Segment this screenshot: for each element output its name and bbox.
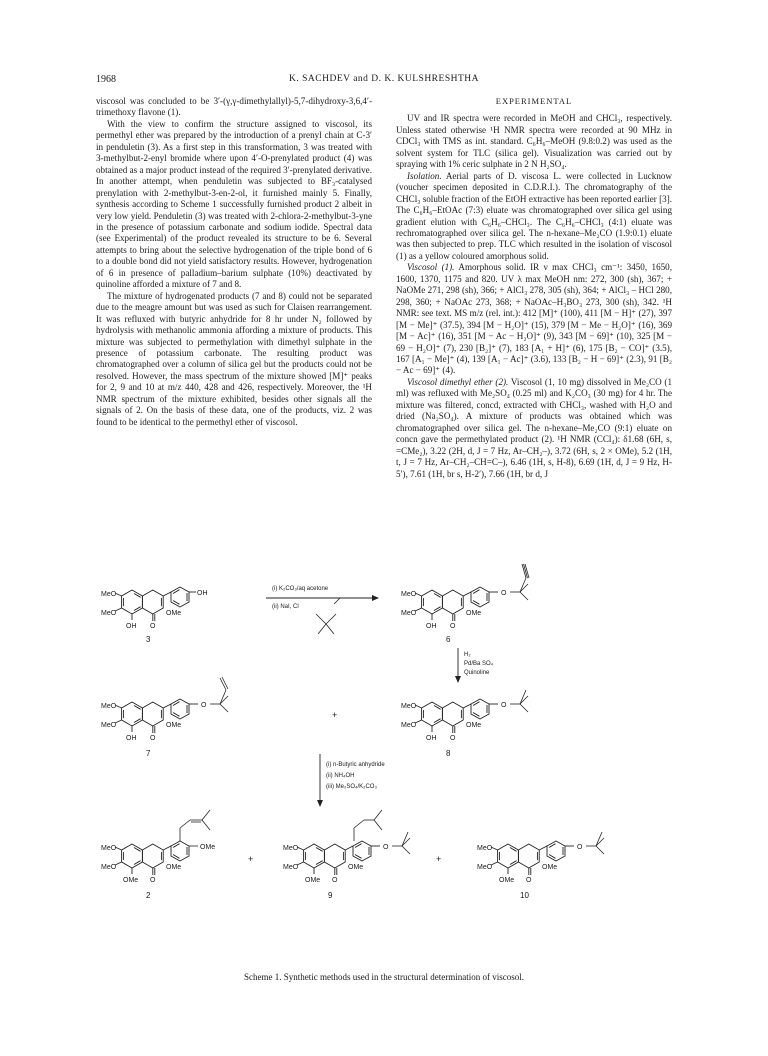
substituent-label: O: [526, 877, 532, 884]
substituent-label: O: [501, 590, 507, 597]
reagent-text: (iii) Me₂SO₄/K₂CO₃: [326, 784, 377, 790]
scheme-caption: Scheme 1. Synthetic methods used in the structural determination of viscosol.: [244, 972, 524, 982]
substituent-label: OH: [126, 623, 137, 630]
reagent-text: (i) n-Butyric anhydride: [326, 762, 385, 768]
arrow-head: [317, 800, 323, 807]
paragraph-text: Aerial parts of D. viscosa L. were collected in Lucknow (voucher specimen deposited in C.D.R.I.). The chromatography of the CHCl₃ soluble fraction of the EtOH extractive has been reported earlier [3]. The C₆H₆–EtOAc (7:3) eluate was chromatographed over silica gel using gradient elution with C₆H₆–CHCl₃. The C₆H₆–CHCl₃ (4:1) eluate was rechromatographed over silica gel. The n-hexane–Me₂CO (1.9:0.1) eluate was then subjected to prep. TLC which resulted in the isolation of viscosol (1) as a yellow coloured amorphous solid.: [396, 170, 672, 261]
substituent-label: OH: [426, 623, 437, 630]
substituent-label: MeO: [401, 591, 417, 598]
paragraph-lead: Viscosol dimethyl ether (2).: [407, 376, 509, 387]
substituent-label: MeO: [101, 864, 117, 871]
left-column: [96, 96, 372, 428]
running-authors: K. SACHDEV and D. K. KULSHRESHTHA: [289, 74, 479, 84]
substituent-label: O: [450, 623, 456, 630]
reagent-text: H₂: [464, 652, 471, 658]
substituent-label: OMe: [305, 877, 321, 884]
substituent-label: MeO: [101, 703, 117, 710]
substituent-label: MeO: [477, 845, 493, 852]
compound-label: 7: [146, 749, 151, 758]
reagent-text: Pd/Ba SO₄: [464, 661, 494, 667]
reagent-text: (i) K₂CO₃/aq acetone: [272, 586, 329, 592]
substituent-label: MeO: [101, 845, 117, 852]
substituent-label: OH: [197, 590, 208, 597]
body-paragraph: [396, 113, 672, 170]
substituent-label: OMe: [542, 864, 558, 871]
substituent-label: O: [450, 735, 456, 742]
substituent-label: MeO: [283, 864, 299, 871]
substituent-label: MeO: [401, 703, 417, 710]
reagent-text: (ii) NaI, Cl: [272, 604, 299, 610]
compound-6-structure: [401, 564, 529, 644]
substituent-label: OMe: [166, 864, 182, 871]
reagent-alkyne-drawing: [316, 598, 340, 634]
page-header: [96, 74, 672, 88]
substituent-label: O: [201, 702, 207, 709]
body-paragraph: With the view to confirm the structure assigned to viscosol, its permethyl ether was prepared by the introduction of a prenyl chain at C-3′ in penduletin (3). As a first step in this transformation, 3 was treated with 3-methylbut-2-enyl bromide where upon 4′-O-prenylated product (4) was obtained as a major product instead of the required 3′-prenylated derivative. In another attempt, when penduletin was subjected to BF₃-catalysed prenylation with 2-methylbut-3-en-2-ol, it furnished mainly 5. Finally, synthesis according to Scheme 1 successfully furnished product 2 albeit in very low yield. Penduletin (3) was treated with 2-chlora-2-methylbut-3-yne in the presence of potassium carbonate and sodium iodide. Spectral data (see Experimental) of the product revealed its structure to be 6. Several attempts to bring about the selective hydrogenation of the triple bond of 6 to a double bond did not yield satisfactory results. However, hydrogenation of 6 in presence of palladium–barium sulphate (10%) deactivated by quinoline afforded a mixture of 7 and 8.: [96, 118, 372, 290]
substituent-label: OMe: [348, 864, 364, 871]
compound-9-structure: [283, 810, 410, 900]
plus-sign: +: [436, 854, 442, 864]
substituent-label: O: [501, 702, 507, 709]
compound-2-structure: [101, 810, 215, 900]
substituent-label: MeO: [401, 610, 417, 617]
right-column: [396, 96, 672, 480]
compound-label: 6: [446, 635, 451, 644]
substituent-label: OMe: [166, 610, 182, 617]
substituent-label: MeO: [283, 845, 299, 852]
compound-3-structure: [101, 587, 208, 644]
body-paragraph: viscosol was concluded to be 3′-(γ,γ-dimethylallyl)-5,7-dihydroxy-3,6,4′-trimethoxy flavone (1).: [96, 96, 372, 118]
substituent-label: MeO: [101, 591, 117, 598]
substituent-label: OMe: [466, 722, 482, 729]
substituent-label: MeO: [101, 610, 117, 617]
substituent-label: O: [383, 844, 389, 851]
substituent-label: O: [332, 877, 338, 884]
body-paragraph: [396, 377, 672, 480]
body-paragraph: [396, 171, 672, 263]
compound-label: 2: [146, 891, 151, 900]
paragraph-lead: Viscosol (1).: [407, 262, 455, 273]
compound-8-structure: [401, 690, 528, 758]
substituent-label: MeO: [101, 722, 117, 729]
substituent-label: OH: [126, 735, 137, 742]
compound-10-structure: [477, 832, 604, 900]
substituent-label: OMe: [200, 844, 216, 851]
substituent-label: OMe: [166, 722, 182, 729]
substituent-label: O: [150, 623, 156, 630]
compound-label: 8: [446, 749, 451, 758]
substituent-label: OMe: [466, 610, 482, 617]
substituent-label: O: [150, 877, 156, 884]
paragraph-text: Amorphous solid. IR ν max CHCl₃ cm⁻¹: 3450, 1650, 1600, 1370, 1175 and 820. UV λ max MeOH nm: 272, 300 (sh), 367; + NaOMe 271, 298 (sh), 366; + AlCl₃ 278, 305 (sh), 364; + AlCl₃ – HCl 280, 298, 360; + NaOAc 273, 368; + NaOAc–H₃BO₃ 273, 300 (sh), 342. ¹H NMR: see text. MS m/z (rel. int.): 412 [M]⁺ (100), 411 [M − H]⁺ (27), 397 [M − Me]⁺ (37.5), 394 [M − H₂O]⁺ (15), 379 [M − Me − H₂O]⁺ (16), 369 [M − Ac]⁺ (16), 351 [M − Ac − H₂O]⁺ (9), 343 [M − 69]⁺ (10), 325 [M − 69 − H₂O]⁺ (7), 230 [B₂]⁺ (7), 183 [A₁ + H]⁺ (6), 175 [B₂ − CO]⁺ (3.5), 167 [A₁ − Me]⁺ (4), 139 [A₁ − Ac]⁺ (3.6), 133 [B₂ − H − 69]⁺ (2.3), 91 [B₂ − Ac − 69]⁺ (4).: [396, 262, 673, 376]
substituent-label: MeO: [401, 722, 417, 729]
section-heading: EXPERIMENTAL: [495, 96, 573, 106]
substituent-label: MeO: [477, 864, 493, 871]
substituent-label: OH: [426, 735, 437, 742]
plus-sign: +: [248, 854, 254, 864]
paragraph-text: UV and IR spectra were recorded in MeOH and CHCl₃, respectively. Unless stated otherwise ¹H NMR spectra were recorded at 90 MHz in CDCl₃ with TMS as int. standard. C₆H₆–MeOH (9.8:0.2) was used as the solvent system for TLC (silica gel). Visualization was carried out by spraying with 1% ceric sulphate in 2 N H₂SO₄.: [396, 113, 672, 170]
plus-sign: +: [332, 710, 338, 720]
substituent-label: OMe: [499, 877, 515, 884]
substituent-label: O: [577, 844, 583, 851]
reagent-text: Quinoline: [464, 670, 490, 676]
body-paragraph: [396, 262, 672, 377]
substituent-label: O: [150, 735, 156, 742]
arrow-head: [455, 676, 461, 683]
compound-7-structure: [101, 677, 228, 758]
arrow-head: [372, 595, 379, 601]
body-paragraph: The mixture of hydrogenated products (7 and 8) could not be separated due to the meagre amount but was used as such for Claisen rearrangement. It was refluxed with butyric anhydride for 8 hr under N₂ followed by hydrolysis with methanolic ammonia affording a mixture of products. This mixture was subjected to permethylation with dimethyl sulphate in the presence of potassium carbonate. The resulting product was chromatographed over a column of silica gel but the products could not be resolved. However, the mass spectrum of the mixture showed [M]⁺ peaks for 2, 9 and 10 at m/z 440, 428 and 426, respectively. Moreover, the ¹H NMR spectrum of the mixture exhibited, besides other signals all the signals of 2. On the basis of these data, one of the products, viz. 2 was found to be identical to the permethyl ether of viscosol.: [96, 290, 372, 427]
paragraph-lead: Isolation.: [407, 170, 442, 181]
page-number: 1968: [96, 74, 116, 85]
compound-label: 9: [328, 891, 333, 900]
scheme-drawing: [96, 558, 672, 970]
substituent-label: OMe: [123, 877, 139, 884]
reagent-text: (ii) NH₄OH: [326, 773, 355, 779]
compound-label: 10: [520, 891, 529, 900]
reaction-scheme: [96, 558, 672, 970]
compound-label: 3: [146, 635, 151, 644]
paragraph-text: Viscosol (1, 10 mg) dissolved in Me₂CO (1 ml) was refluxed with Me₂SO₄ (0.25 ml) and K₂CO₃ (30 mg) for 4 hr. The mixture was filtered, concd, extracted with CHCl₃, washed with H₂O and dried (Na₂SO₄). A mixture of products was obtained which was chromatographed over silica gel. The n-hexane–Me₂CO (9:1) eluate on concn gave the permethylated product (2). ¹H NMR (CCl₄): δ1.68 (6H, s, =CMe₂), 3.22 (2H, d, J = 7 Hz, Ar–CH₂–), 3.72 (6H, s, 2 × OMe), 5.2 (1H, t, J = 7 Hz, Ar–CH₂–CH=C–), 6.46 (1H, s, H-8), 6.69 (1H, d, J = 9 Hz, H-5′), 7.61 (1H, br s, H-2′), 7.66 (1H, br d, J: [396, 376, 672, 479]
